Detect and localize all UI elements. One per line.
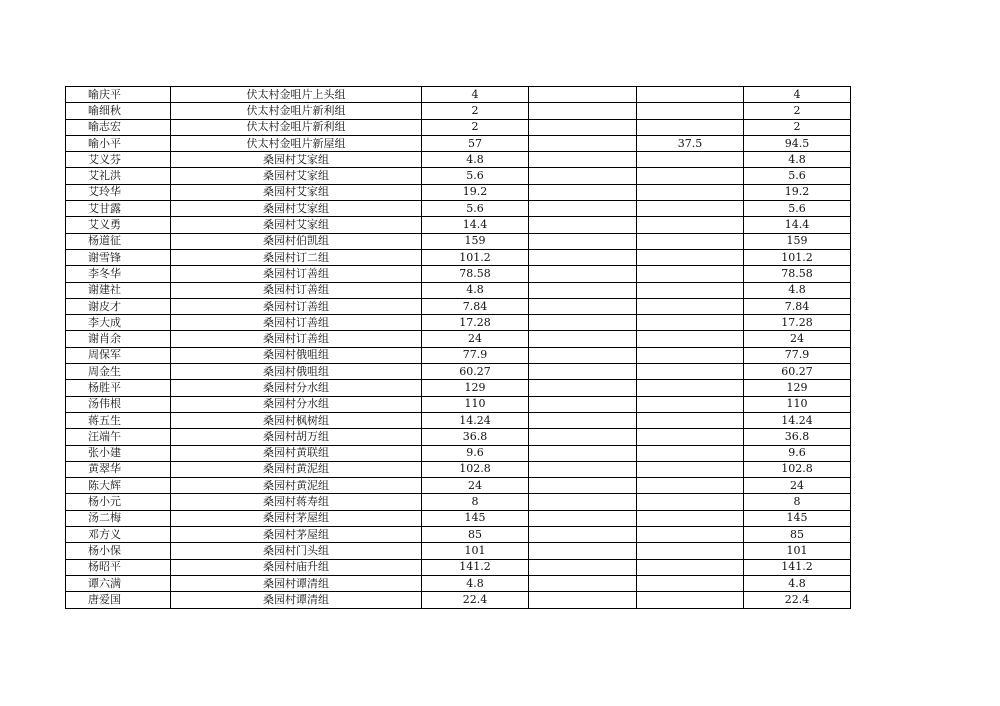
table-row [66, 445, 851, 461]
column-4-cell [529, 103, 637, 119]
name-cell: 汤伟根 [66, 396, 171, 412]
total-cell: 94.5 [744, 135, 851, 151]
column-5-cell [637, 461, 744, 477]
column-4-cell [529, 201, 637, 217]
amount-cell: 141.2 [422, 559, 529, 575]
total-cell: 4.8 [744, 152, 851, 168]
column-5-cell [637, 298, 744, 314]
table-row [66, 266, 851, 282]
total-cell: 4.8 [744, 575, 851, 591]
column-5-cell [637, 510, 744, 526]
amount-cell: 24 [422, 331, 529, 347]
column-4-cell [529, 315, 637, 331]
column-4-cell [529, 266, 637, 282]
amount-cell: 60.27 [422, 364, 529, 380]
location-cell: 桑园村订善组 [171, 282, 422, 298]
total-cell: 159 [744, 233, 851, 249]
column-5-cell [637, 494, 744, 510]
column-4-cell [529, 168, 637, 184]
column-4-cell [529, 119, 637, 135]
column-4-cell [529, 592, 637, 608]
location-cell: 桑园村订善组 [171, 331, 422, 347]
amount-cell: 4 [422, 87, 529, 103]
total-cell: 129 [744, 380, 851, 396]
column-5-cell [637, 152, 744, 168]
location-cell: 桑园村伯凯组 [171, 233, 422, 249]
location-cell: 桑园村艾家组 [171, 201, 422, 217]
column-4-cell [529, 494, 637, 510]
column-4-cell [529, 135, 637, 151]
location-cell: 桑园村蒋寿组 [171, 494, 422, 510]
column-4-cell [529, 298, 637, 314]
name-cell: 汤二梅 [66, 510, 171, 526]
amount-cell: 2 [422, 119, 529, 135]
column-5-cell [637, 184, 744, 200]
amount-cell: 77.9 [422, 347, 529, 363]
total-cell: 14.4 [744, 217, 851, 233]
location-cell: 桑园村门头组 [171, 543, 422, 559]
column-4-cell [529, 347, 637, 363]
total-cell: 14.24 [744, 412, 851, 428]
amount-cell: 4.8 [422, 282, 529, 298]
location-cell: 桑园村枫树组 [171, 412, 422, 428]
column-4-cell [529, 559, 637, 575]
name-cell: 艾甘露 [66, 201, 171, 217]
location-cell: 伏太村金咀片新利组 [171, 103, 422, 119]
column-5-cell [637, 249, 744, 265]
table-row [66, 119, 851, 135]
location-cell: 桑园村黄泥组 [171, 461, 422, 477]
location-cell: 桑园村艾家组 [171, 184, 422, 200]
location-cell: 伏太村金咀片新利组 [171, 119, 422, 135]
total-cell: 77.9 [744, 347, 851, 363]
amount-cell: 5.6 [422, 168, 529, 184]
location-cell: 桑园村订善组 [171, 298, 422, 314]
column-5-cell [637, 396, 744, 412]
name-cell: 喻志宏 [66, 119, 171, 135]
name-cell: 李大成 [66, 315, 171, 331]
column-4-cell [529, 429, 637, 445]
column-5-cell [637, 575, 744, 591]
column-4-cell [529, 575, 637, 591]
table-row [66, 184, 851, 200]
location-cell: 桑园村艾家组 [171, 168, 422, 184]
table-row [66, 135, 851, 151]
location-cell: 桑园村俄咀组 [171, 347, 422, 363]
amount-cell: 102.8 [422, 461, 529, 477]
location-cell: 桑园村订二组 [171, 249, 422, 265]
column-5-cell [637, 592, 744, 608]
total-cell: 78.58 [744, 266, 851, 282]
location-cell: 桑园村谭清组 [171, 592, 422, 608]
name-cell: 李冬华 [66, 266, 171, 282]
name-cell: 周金生 [66, 364, 171, 380]
column-5-cell [637, 527, 744, 543]
amount-cell: 14.24 [422, 412, 529, 428]
table-row [66, 347, 851, 363]
total-cell: 4 [744, 87, 851, 103]
name-cell: 谢雪锋 [66, 249, 171, 265]
total-cell: 85 [744, 527, 851, 543]
table-row [66, 478, 851, 494]
amount-cell: 145 [422, 510, 529, 526]
name-cell: 谭六满 [66, 575, 171, 591]
column-5-cell [637, 315, 744, 331]
spreadsheet-page [65, 86, 851, 609]
amount-cell: 159 [422, 233, 529, 249]
amount-cell: 5.6 [422, 201, 529, 217]
column-5-cell [637, 412, 744, 428]
column-5-cell [637, 478, 744, 494]
location-cell: 桑园村胡万组 [171, 429, 422, 445]
location-cell: 桑园村茅屋组 [171, 510, 422, 526]
total-cell: 8 [744, 494, 851, 510]
name-cell: 杨道征 [66, 233, 171, 249]
table-row [66, 527, 851, 543]
amount-cell: 9.6 [422, 445, 529, 461]
column-5-cell [637, 201, 744, 217]
location-cell: 桑园村订善组 [171, 315, 422, 331]
table-row [66, 249, 851, 265]
table-row [66, 233, 851, 249]
name-cell: 杨小保 [66, 543, 171, 559]
location-cell: 桑园村茅屋组 [171, 527, 422, 543]
total-cell: 102.8 [744, 461, 851, 477]
name-cell: 喻庆平 [66, 87, 171, 103]
total-cell: 2 [744, 119, 851, 135]
column-5-cell [637, 119, 744, 135]
column-4-cell [529, 152, 637, 168]
table-row [66, 152, 851, 168]
column-4-cell [529, 87, 637, 103]
total-cell: 17.28 [744, 315, 851, 331]
column-5-cell [637, 380, 744, 396]
name-cell: 周保军 [66, 347, 171, 363]
column-4-cell [529, 527, 637, 543]
table-row [66, 282, 851, 298]
table-row [66, 396, 851, 412]
total-cell: 36.8 [744, 429, 851, 445]
amount-cell: 22.4 [422, 592, 529, 608]
column-5-cell [637, 429, 744, 445]
amount-cell: 4.8 [422, 575, 529, 591]
column-5-cell [637, 103, 744, 119]
name-cell: 张小建 [66, 445, 171, 461]
amount-cell: 8 [422, 494, 529, 510]
total-cell: 5.6 [744, 168, 851, 184]
amount-cell: 7.84 [422, 298, 529, 314]
table-row [66, 168, 851, 184]
location-cell: 桑园村艾家组 [171, 152, 422, 168]
column-4-cell [529, 380, 637, 396]
location-cell: 桑园村订善组 [171, 266, 422, 282]
amount-cell: 2 [422, 103, 529, 119]
total-cell: 2 [744, 103, 851, 119]
table-row [66, 87, 851, 103]
total-cell: 141.2 [744, 559, 851, 575]
column-4-cell [529, 510, 637, 526]
total-cell: 24 [744, 478, 851, 494]
column-4-cell [529, 217, 637, 233]
table-row [66, 559, 851, 575]
data-table [65, 86, 851, 609]
table-row [66, 103, 851, 119]
column-5-cell [637, 559, 744, 575]
total-cell: 145 [744, 510, 851, 526]
amount-cell: 19.2 [422, 184, 529, 200]
total-cell: 60.27 [744, 364, 851, 380]
column-4-cell [529, 282, 637, 298]
name-cell: 谢肖余 [66, 331, 171, 347]
name-cell: 陈大辉 [66, 478, 171, 494]
location-cell: 桑园村庙升组 [171, 559, 422, 575]
table-row [66, 592, 851, 608]
table-row [66, 412, 851, 428]
table-row [66, 543, 851, 559]
table-row [66, 364, 851, 380]
table-row [66, 575, 851, 591]
total-cell: 101.2 [744, 249, 851, 265]
total-cell: 9.6 [744, 445, 851, 461]
column-4-cell [529, 396, 637, 412]
column-5-cell [637, 543, 744, 559]
amount-cell: 110 [422, 396, 529, 412]
location-cell: 桑园村谭清组 [171, 575, 422, 591]
name-cell: 艾义芬 [66, 152, 171, 168]
column-4-cell [529, 233, 637, 249]
column-4-cell [529, 478, 637, 494]
total-cell: 110 [744, 396, 851, 412]
name-cell: 杨小元 [66, 494, 171, 510]
column-5-cell [637, 282, 744, 298]
name-cell: 杨胜平 [66, 380, 171, 396]
table-row [66, 461, 851, 477]
column-5-cell [637, 168, 744, 184]
amount-cell: 4.8 [422, 152, 529, 168]
name-cell: 蒋五生 [66, 412, 171, 428]
table-row [66, 494, 851, 510]
amount-cell: 78.58 [422, 266, 529, 282]
total-cell: 19.2 [744, 184, 851, 200]
column-4-cell [529, 249, 637, 265]
amount-cell: 17.28 [422, 315, 529, 331]
column-4-cell [529, 412, 637, 428]
column-5-cell [637, 347, 744, 363]
name-cell: 谢建社 [66, 282, 171, 298]
total-cell: 5.6 [744, 201, 851, 217]
column-5-cell [637, 87, 744, 103]
name-cell: 唐爱国 [66, 592, 171, 608]
name-cell: 黄翠华 [66, 461, 171, 477]
location-cell: 桑园村艾家组 [171, 217, 422, 233]
column-5-cell [637, 364, 744, 380]
total-cell: 4.8 [744, 282, 851, 298]
amount-cell: 14.4 [422, 217, 529, 233]
name-cell: 谢皮才 [66, 298, 171, 314]
column-4-cell [529, 543, 637, 559]
table-row [66, 510, 851, 526]
table-row [66, 315, 851, 331]
column-5-cell: 37.5 [637, 135, 744, 151]
location-cell: 伏太村金咀片上头组 [171, 87, 422, 103]
location-cell: 桑园村俄咀组 [171, 364, 422, 380]
location-cell: 伏太村金咀片新屋组 [171, 135, 422, 151]
column-5-cell [637, 266, 744, 282]
total-cell: 24 [744, 331, 851, 347]
table-row [66, 331, 851, 347]
name-cell: 艾玲华 [66, 184, 171, 200]
amount-cell: 101 [422, 543, 529, 559]
column-5-cell [637, 445, 744, 461]
name-cell: 邓方义 [66, 527, 171, 543]
column-4-cell [529, 184, 637, 200]
location-cell: 桑园村分水组 [171, 396, 422, 412]
name-cell: 艾礼洪 [66, 168, 171, 184]
amount-cell: 36.8 [422, 429, 529, 445]
location-cell: 桑园村黄泥组 [171, 478, 422, 494]
column-5-cell [637, 331, 744, 347]
column-4-cell [529, 331, 637, 347]
column-4-cell [529, 461, 637, 477]
amount-cell: 129 [422, 380, 529, 396]
name-cell: 汪端午 [66, 429, 171, 445]
total-cell: 7.84 [744, 298, 851, 314]
column-4-cell [529, 445, 637, 461]
amount-cell: 85 [422, 527, 529, 543]
amount-cell: 101.2 [422, 249, 529, 265]
table-row [66, 380, 851, 396]
table-body [66, 87, 851, 609]
total-cell: 101 [744, 543, 851, 559]
column-5-cell [637, 217, 744, 233]
amount-cell: 24 [422, 478, 529, 494]
table-row [66, 298, 851, 314]
total-cell: 22.4 [744, 592, 851, 608]
table-row [66, 429, 851, 445]
column-4-cell [529, 364, 637, 380]
column-5-cell [637, 233, 744, 249]
name-cell: 杨昭平 [66, 559, 171, 575]
amount-cell: 57 [422, 135, 529, 151]
name-cell: 艾义勇 [66, 217, 171, 233]
table-row [66, 201, 851, 217]
location-cell: 桑园村黄联组 [171, 445, 422, 461]
name-cell: 喻小平 [66, 135, 171, 151]
name-cell: 喻细秋 [66, 103, 171, 119]
table-row [66, 217, 851, 233]
location-cell: 桑园村分水组 [171, 380, 422, 396]
